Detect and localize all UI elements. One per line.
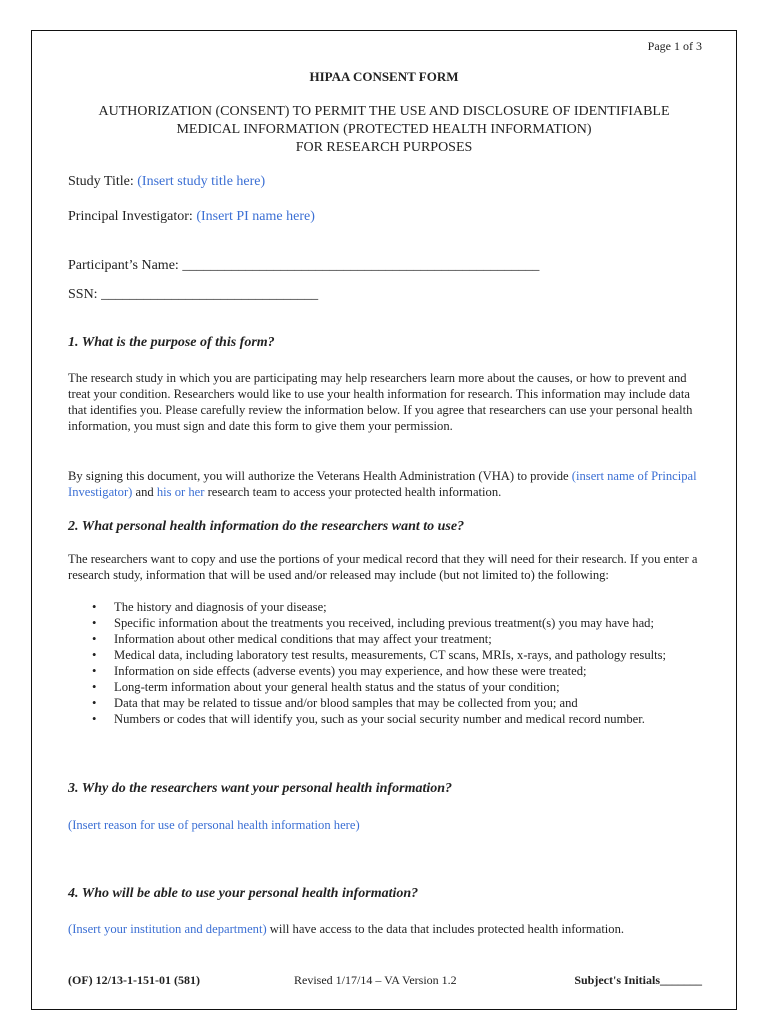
health-information-list	[68, 599, 708, 727]
section-2-heading: 2. What personal health information do the researchers want to use?	[68, 519, 465, 534]
list-item: • Long-term information about your general health status and the status of your condition;	[68, 679, 708, 695]
subtitle-line: MEDICAL INFORMATION (PROTECTED HEALTH INFORMATION)	[176, 122, 592, 137]
pi-label: Principal Investigator:	[68, 209, 197, 224]
list-item: • Specific information about the treatments you received, including previous treatment(s) you may have had;	[68, 615, 708, 631]
pi-placeholder[interactable]: (Insert PI name here)	[196, 209, 315, 224]
list-item: • Medical data, including laboratory test results, measurements, CT scans, MRIs, x-rays, and pathology results;	[68, 647, 708, 663]
study-title-placeholder[interactable]: (Insert study title here)	[137, 174, 266, 189]
pronoun-placeholder[interactable]: his or her	[156, 485, 205, 499]
form-subtitle	[32, 103, 736, 157]
list-item: • The history and diagnosis of your disease;	[68, 599, 708, 615]
pi-field	[68, 209, 315, 225]
section-1-heading: 1. What is the purpose of this form?	[68, 335, 275, 350]
pi-name-placeholder[interactable]: (insert name of Principal Investigator)	[68, 469, 697, 499]
list-item: • Information about other medical conditions that may affect your treatment;	[68, 631, 708, 647]
list-item: • Data that may be related to tissue and/or blood samples that may be collected from you; and	[68, 695, 708, 711]
revision-info: Revised 1/17/14 – VA Version 1.2	[294, 973, 457, 987]
section-2-intro: The researchers want to copy and use the portions of your medical record that they will need for their research. If you enter a research study, information that will be used and/or released may include (but not limited to) the following:	[68, 552, 698, 582]
authorization-text: By signing this document, you will authorize the Veterans Health Administration (VHA) to provide	[68, 469, 572, 483]
section-3-heading: 3. Why do the researchers want your personal health information?	[68, 781, 453, 796]
form-id: (OF) 12/13-1-151-01 (581)	[68, 973, 200, 987]
section-4-paragraph	[68, 921, 704, 937]
ssn-line[interactable]: _______________________________	[101, 287, 319, 302]
section-1-authorization-paragraph	[68, 468, 704, 500]
form-title: HIPAA CONSENT FORM	[309, 69, 459, 84]
participant-name-label: Participant’s Name:	[68, 258, 183, 273]
subtitle-line: AUTHORIZATION (CONSENT) TO PERMIT THE USE AND DISCLOSURE OF IDENTIFIABLE	[98, 104, 670, 119]
ssn-label: SSN:	[68, 287, 102, 302]
section-3-placeholder[interactable]: (Insert reason for use of personal health information here)	[68, 818, 360, 832]
authorization-text: research team to access your protected health information.	[204, 485, 502, 499]
participant-name-field	[68, 258, 539, 274]
subtitle-line: FOR RESEARCH PURPOSES	[295, 140, 473, 155]
ssn-field	[68, 287, 318, 303]
institution-placeholder[interactable]: (Insert your institution and department)	[68, 922, 267, 936]
authorization-text: and	[132, 485, 157, 499]
page-frame	[31, 30, 737, 1010]
study-title-field	[68, 174, 265, 190]
section-4-heading: 4. Who will be able to use your personal health information?	[68, 886, 419, 901]
list-item: • Numbers or codes that will identify you, such as your social security number and medical record number.	[68, 711, 708, 727]
study-title-label: Study Title:	[68, 174, 138, 189]
section-4-text: will have access to the data that includes protected health information.	[266, 922, 625, 936]
section-1-paragraph: The research study in which you are participating may help researchers learn more about the causes, or how to prevent and treat your condition. Researchers would like to use your health information for research. This information may include data that identifies you. Please carefully review the information below. If you agree that researchers can use your personal health information, you must sign and date this form to give them your permission.	[68, 371, 693, 433]
subject-initials[interactable]: Subject's Initials_______	[574, 973, 702, 987]
page-number: Page 1 of 3	[647, 39, 702, 53]
participant-name-line[interactable]: ___________________________________________________	[182, 258, 540, 273]
list-item: • Information on side effects (adverse events) you may experience, and how these were treated;	[68, 663, 708, 679]
